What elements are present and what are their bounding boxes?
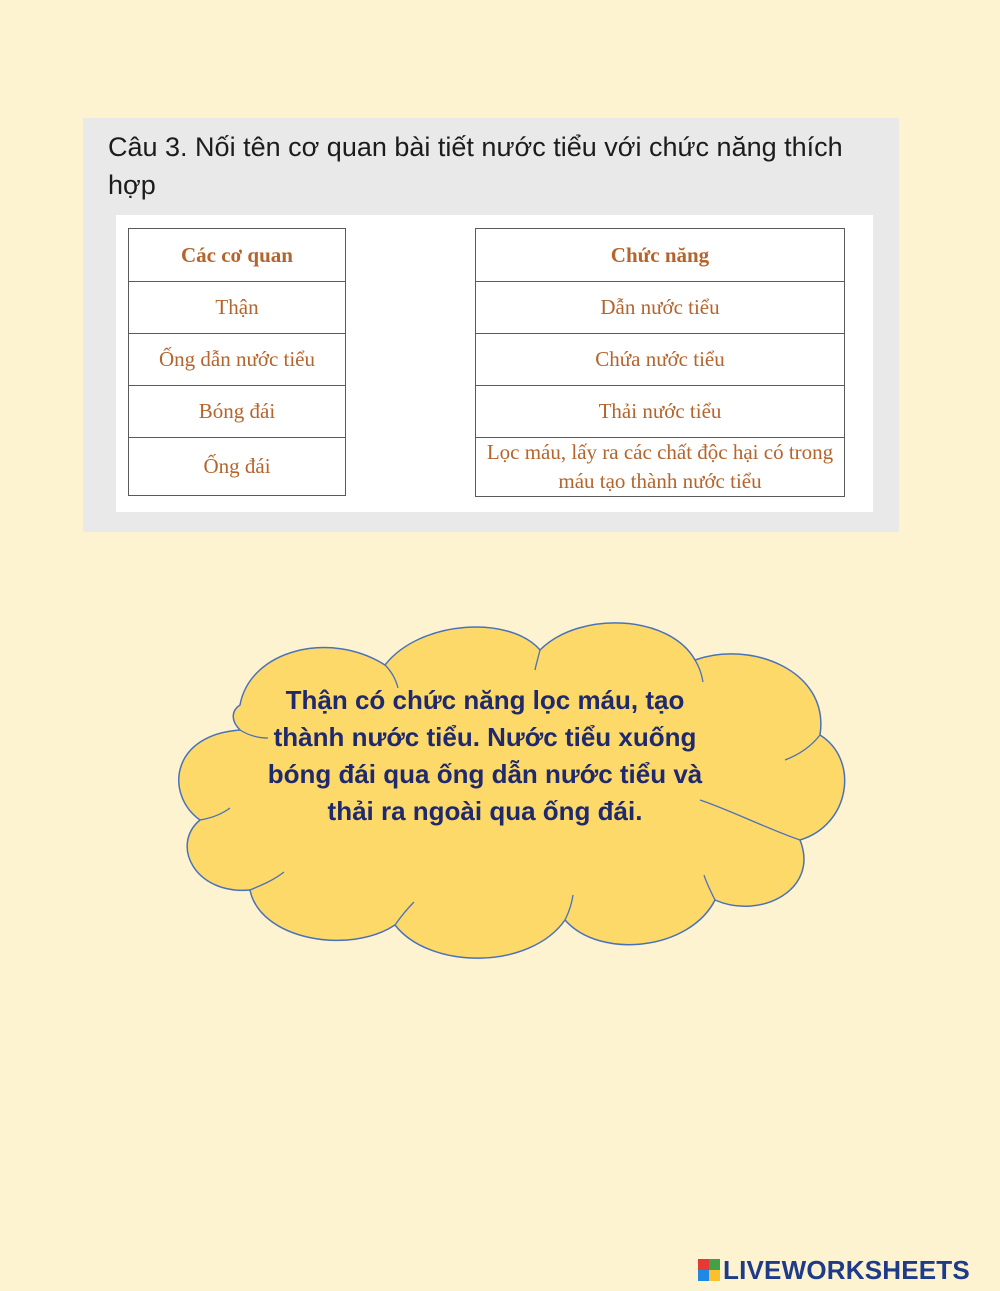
question-panel — [83, 118, 899, 532]
organ-cell-than: Thận — [129, 282, 346, 334]
logo-square-3 — [698, 1270, 709, 1281]
functions-header: Chức năng — [476, 229, 845, 282]
organ-cell-ong-dai: Ống đái — [129, 438, 346, 496]
question-title: Câu 3. Nối tên cơ quan bài tiết nước tiểu với chức năng thích hợp — [108, 132, 843, 200]
function-cell-loc-mau: Lọc máu, lấy ra các chất độc hại có trong máu tạo thành nước tiểu — [476, 438, 845, 497]
answer-cloud — [170, 610, 850, 970]
organs-table — [128, 228, 346, 496]
organ-cell-bong-dai: Bóng đái — [129, 386, 346, 438]
organ-cell-ong-dan-nuoc-tieu: Ống dẫn nước tiểu — [129, 334, 346, 386]
function-cell-dan: Dẫn nước tiểu — [476, 282, 845, 334]
function-cell-chua: Chứa nước tiểu — [476, 334, 845, 386]
logo-square-4 — [709, 1270, 720, 1281]
liveworksheets-logo-icon — [698, 1259, 720, 1281]
answer-text: Thận có chức năng lọc máu, tạo thành nước tiểu. Nước tiểu xuống bóng đái qua ống dẫn nước tiểu và thải ra ngoài qua ống đái. — [267, 685, 703, 826]
functions-table — [475, 228, 845, 497]
logo-square-1 — [698, 1259, 709, 1270]
function-cell-thai: Thải nước tiểu — [476, 386, 845, 438]
liveworksheets-brand — [698, 1253, 970, 1287]
organs-header: Các cơ quan — [129, 229, 346, 282]
logo-square-2 — [709, 1259, 720, 1270]
brand-name: LIVEWORKSHEETS — [723, 1254, 970, 1285]
matching-table-area — [116, 215, 873, 512]
